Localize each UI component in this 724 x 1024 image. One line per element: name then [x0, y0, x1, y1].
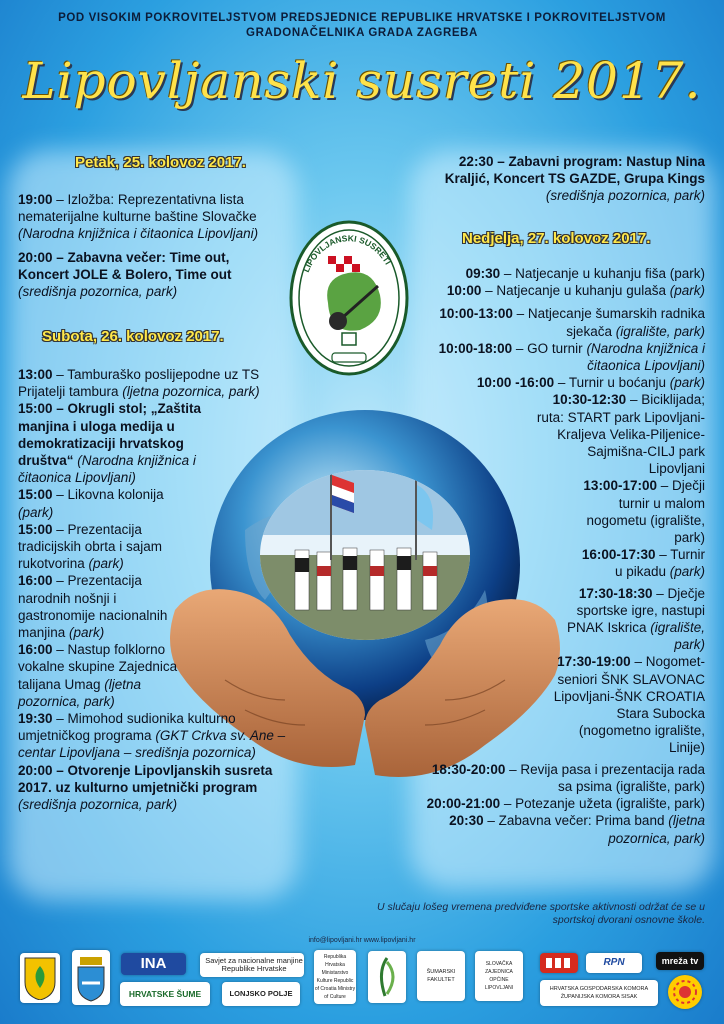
festival-logo [288, 218, 410, 378]
event-location: (središnja pozornica, park) [545, 188, 705, 204]
event-item: 16:00 – Prezentacija narodnih nošnji i gastronomije nacionalnih manjina (park) [18, 573, 168, 641]
event-item: 20:00 – Zabavna večer: Time out, Koncert JOLE & Bolero, Time out (središnja pozornica, park) [18, 249, 232, 300]
patronage-line-1: POD VISOKIM POKROVITELJSTVOM PREDSJEDNICE REPUBLIKE HRVATSKE I POKROVITELJSTVOM [58, 12, 666, 24]
event-item: 10:00-18:00 – GO turnir (Narodna knjižnica i čitaonica Lipovljani) [438, 340, 705, 374]
hrvatske-sume-logo: HRVATSKE ŠUME [120, 982, 210, 1006]
event-item: 17:30-19:00 – Nogomet-seniori ŠNK SLAVONAC Lipovljani-ŠNK CROATIA Stara Subocka (nogometno igralište, Linije) [553, 654, 705, 756]
event-item: 20:30 – Zabavna večer: Prima band (ljetna pozornica, park) [449, 813, 705, 846]
event-item: 16:00-17:30 – Turnir u pikadu (park) [581, 547, 705, 580]
event-item: 18:30-20:00 – Revija pasa i prezentacija rada sa psima (igralište, park) [431, 761, 705, 794]
logo-text: LIPOVLJANSKI SUSRETI [300, 233, 394, 274]
event-item: 22:30 – Zabavni program: Nastup Nina Kraljić, Koncert TS GAZDE, Grupa Kings [444, 154, 705, 187]
friday-late-event [420, 153, 705, 205]
mreza-tv-logo: mreža tv [656, 952, 704, 970]
weather-note: U slučaju lošeg vremena predviđene sportske aktivnosti održat će se u sportskoj dvorani osnovne škole. [376, 901, 705, 926]
event-item: 10:30-12:30 – Biciklijada; ruta: START park Lipovljani-Kraljeva Velika-Piljenice-Sajmišna-CILJ park Lipovljani [536, 392, 705, 477]
savjet-logo: Savjet za nacionalne manjine Republike Hrvatske [200, 953, 304, 977]
county-coat-of-arms-icon [72, 950, 110, 1005]
saturday-heading: Subota, 26. kolovoz 2017. [42, 328, 224, 345]
event-item: 15:00 – Prezentacija tradicijskih obrta i sajam rukotvorina (park) [18, 521, 163, 572]
event-item: 19:30 – Mimohod sudionika kulturno umjetničkog programa (GKT Crkva sv. Ane – centar Lipovljana – središnja pozornica) [18, 711, 286, 761]
page-title: Lipovljanski susreti 2017. [22, 52, 702, 110]
event-item: 20:00-21:00 – Potezanje užeta (igralište, park) [426, 796, 705, 812]
event-item: 17:30-18:30 – Dječje sportske igre, nastupi PNAK Iskrica (igralište, park) [566, 585, 705, 653]
slovacka-zajednica-logo: SLOVAČKA ZAJEDNICA OPĆINE LIPOVLJANI [475, 951, 523, 1001]
event-item: 10:00 – Natjecanje u kuhanju gulaša (park) [446, 283, 705, 299]
sunday-heading: Nedjelja, 27. kolovoz 2017. [462, 230, 651, 247]
event-item: 13:00-17:00 – Dječji turnir u malom nogometu (igralište, park) [583, 478, 705, 546]
ministry-of-culture-logo: Republika Hrvatska Ministarstvo Kulture Republic of Croatia Ministry of Culture [314, 950, 356, 1004]
rpn-logo: RPN [586, 953, 642, 973]
event-item: 13:00 – Tamburaško poslijepodne uz TS Prijatelji tambura (ljetna pozornica, park) [18, 367, 260, 400]
friday-events [18, 191, 283, 306]
contact-line: info@lipovljani.hr www.lipovljani.hr [308, 937, 416, 944]
sumarski-fakultet-logo: ŠUMARSKI FAKULTET [417, 951, 465, 1001]
friday-heading: Petak, 25. kolovoz 2017. [75, 154, 246, 171]
sun-emblem-icon [668, 975, 702, 1009]
patronage-line-2: GRADONAČELNIKA GRADA ZAGREBA [246, 27, 478, 39]
event-item: 10:00-13:00 – Natjecanje šumarskih radnika sjekača (igralište, park) [439, 306, 705, 339]
hrt-logo-icon [540, 953, 578, 973]
event-item: 10:00 -16:00 – Turnir u boćanju (park) [476, 375, 705, 391]
ina-logo: INA [121, 953, 186, 975]
event-item: 19:00 – Izložba: Reprezentativna lista nematerijalne kulturne baštine Slovačke (Narodna knjižnica i čitaonica Lipovljani) [18, 192, 259, 242]
event-item: 15:00 – Okrugli stol; „Zaštita manjina i uloga medija u demokratizaciji hrvatskog društva“ (Narodna knjižnica i čitaonica Lipovljani) [18, 401, 202, 486]
saturday-events [18, 366, 288, 813]
event-item: 09:30 – Natjecanje u kuhanju fiša (park) [465, 266, 705, 281]
lonjsko-polje-logo: LONJSKO POLJE [222, 982, 300, 1006]
sunday-events [425, 265, 705, 847]
lipovljani-coat-of-arms-icon [20, 953, 60, 1003]
green-emblem-icon [368, 951, 406, 1003]
hgk-logo: HRVATSKA GOSPODARSKA KOMORA ŽUPANIJSKA KOMORA SISAK [540, 980, 658, 1006]
event-item: 16:00 – Nastup folklorno vokalne skupine Zajednica talijana Umag (ljetna pozornica, park) [18, 642, 178, 709]
event-item: 15:00 – Likovna kolonija (park) [18, 487, 164, 520]
event-item: 20:00 – Otvorenje Lipovljanskih susreta 2017. uz kulturno umjetnički program (središnja pozornica, park) [18, 762, 273, 813]
